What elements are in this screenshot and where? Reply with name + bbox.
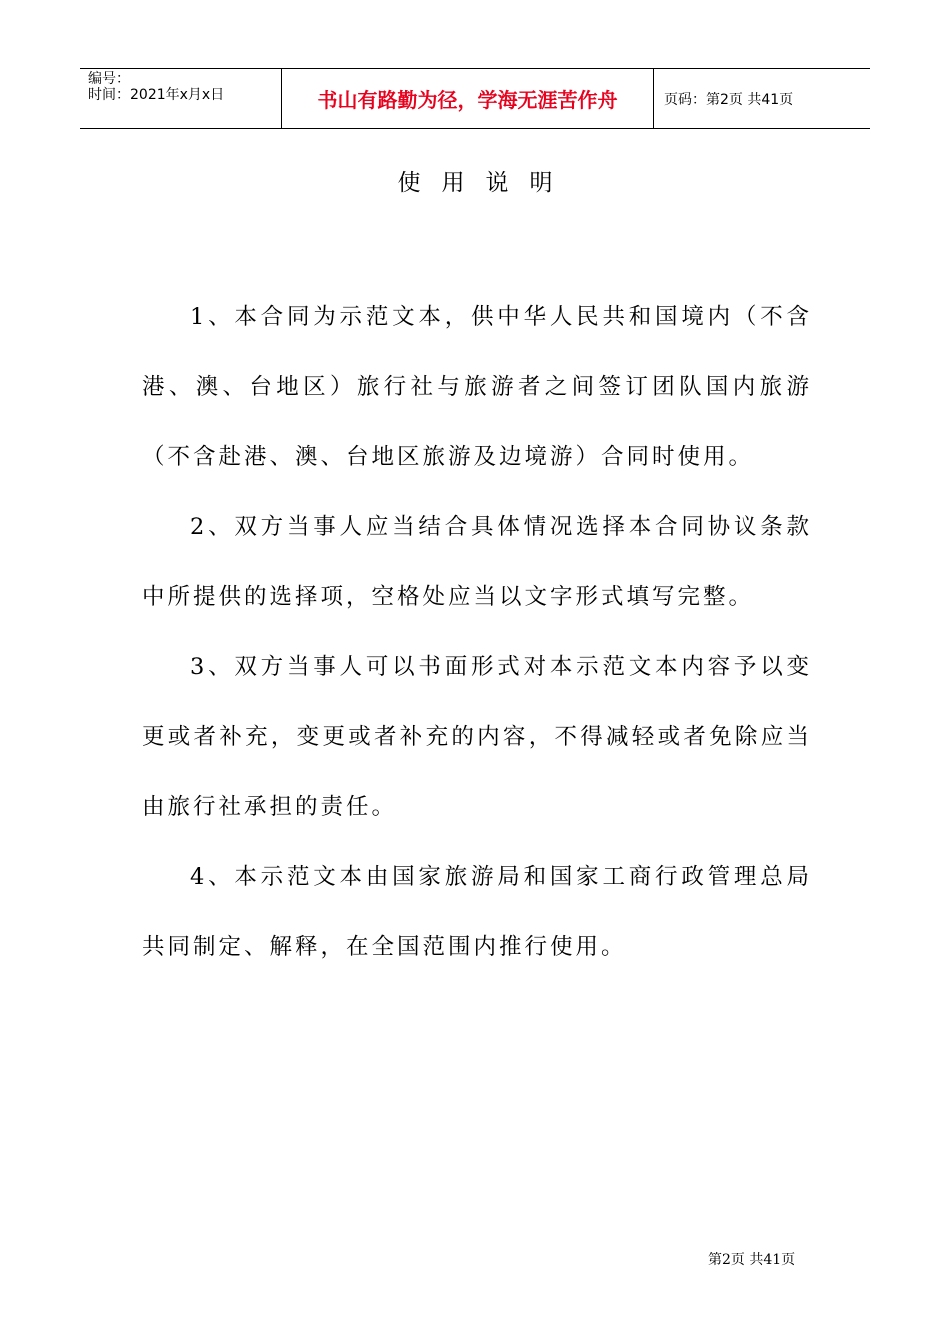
- instruction-paragraph: [142, 632, 812, 842]
- instruction-paragraph: [142, 282, 812, 492]
- instruction-text: 2、双方当事人应当结合具体情况选择本合同协议条款中所提供的选择项，空格处应当以文字形式填写完整。: [142, 514, 812, 610]
- instruction-text: 3、双方当事人可以书面形式对本示范文本内容予以变更或者补充，变更或者补充的内容，不得减轻或者免除应当由旅行社承担的责任。: [142, 654, 812, 820]
- instruction-text: 4、本示范文本由国家旅游局和国家工商行政管理总局共同制定、解释，在全国范围内推行使用。: [142, 864, 812, 960]
- document-time-label: 时间：2021年x月x日: [88, 87, 225, 103]
- document-title: 使用说明: [397, 170, 574, 196]
- instructions-body: [142, 282, 812, 982]
- instruction-text: 1、本合同为示范文本，供中华人民共和国境内（不含港、澳、台地区）旅行社与旅游者之间签订团队国内旅游（不含赴港、澳、台地区旅游及边境游）合同时使用。: [142, 304, 812, 470]
- header-page-info: 页码：第2页 共41页: [664, 91, 794, 108]
- document-number-label: 编号：: [88, 71, 130, 87]
- header-meta-cell: [80, 69, 282, 128]
- instruction-paragraph: [142, 492, 812, 632]
- page-header: [80, 68, 870, 129]
- instruction-paragraph: [142, 842, 812, 982]
- header-motto: 书山有路勤为径，学海无涯苦作舟: [282, 69, 654, 128]
- page-footer: 第2页 共41页: [708, 1252, 796, 1268]
